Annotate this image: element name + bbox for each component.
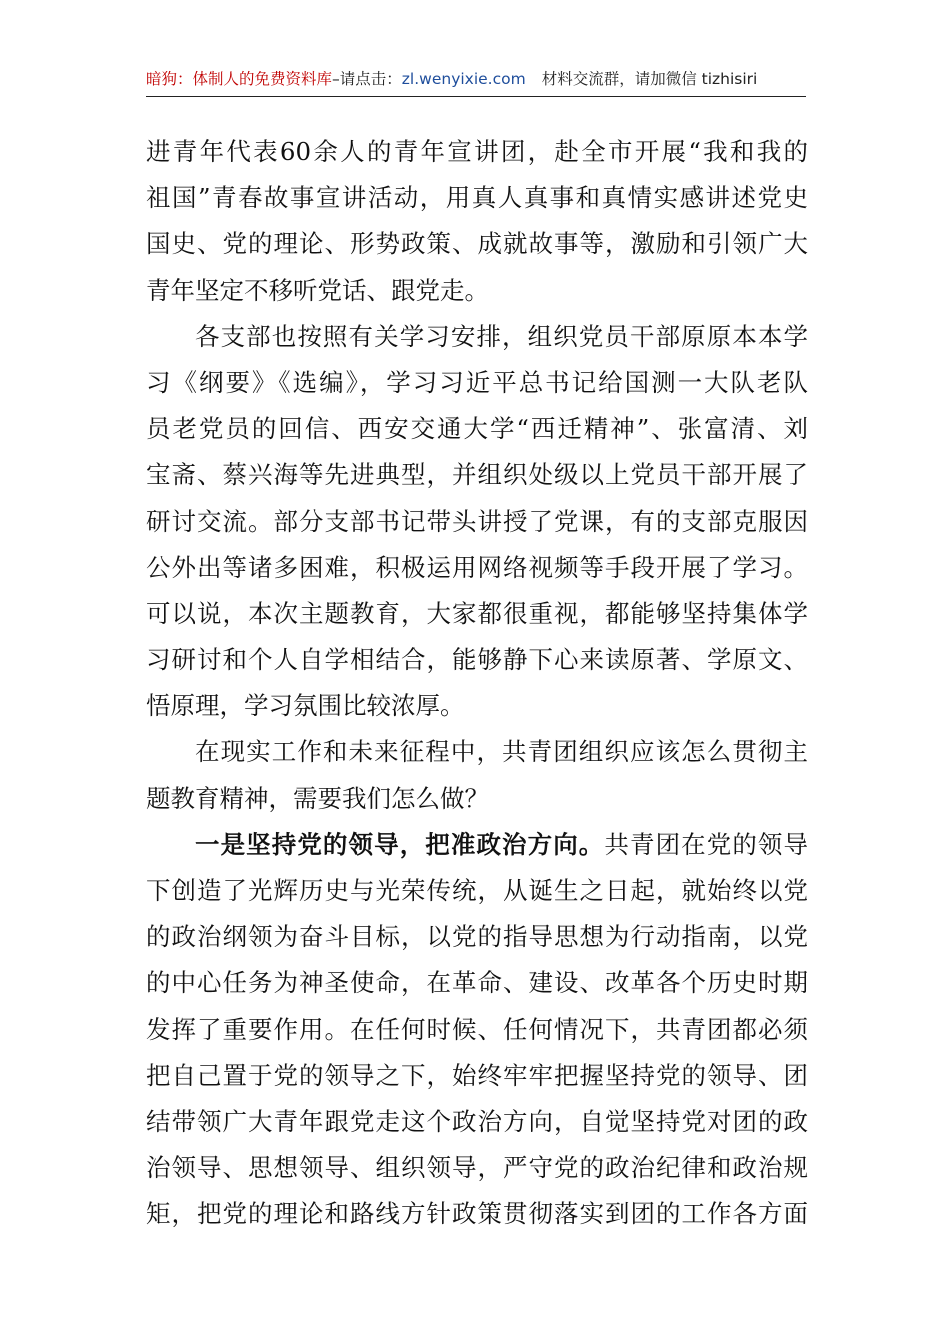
text-line: 员老党员的回信、西安交通大学“西迁精神”、张富清、刘 bbox=[146, 414, 808, 444]
header-click-prompt: –请点击： bbox=[332, 70, 402, 88]
text-line: 悟原理，学习氛围比较浓厚。 bbox=[146, 691, 465, 721]
lead-line-rest: 共青团在党的领导 bbox=[604, 829, 808, 859]
text-line: 青年坚定不移听党话、跟党走。 bbox=[146, 275, 489, 305]
text-line: 习研讨和个人自学相结合，能够静下心来读原著、学原文、 bbox=[146, 645, 808, 675]
bold-lead-heading: 一是坚持党的领导，把准政治方向。 bbox=[195, 829, 605, 859]
paragraph-2 bbox=[146, 314, 808, 730]
text-line: 的政治纲领为奋斗目标，以党的指导思想为行动指南，以党 bbox=[146, 922, 808, 952]
text-line: 结带领广大青年跟党走这个政治方向，自觉坚持党对团的政 bbox=[146, 1106, 808, 1136]
header-url-link[interactable]: zl.wenyixie.com bbox=[401, 70, 526, 88]
text-line bbox=[146, 822, 808, 868]
paragraph-4 bbox=[146, 822, 808, 1238]
text-line: 在现实工作和未来征程中，共青团组织应该怎么贯彻主 bbox=[195, 737, 808, 767]
text-line: 习《纲要》《选编》，学习习近平总书记给国测一大队老队 bbox=[146, 367, 808, 397]
text-line: 国史、党的理论、形势政策、成就故事等，激励和引领广大 bbox=[146, 229, 808, 259]
paragraph-3 bbox=[146, 729, 808, 821]
text-line: 进青年代表60余人的青年宣讲团，赴全市开展“我和我的 bbox=[146, 137, 808, 166]
text-line: 可以说，本次主题教育，大家都很重视，都能够坚持集体学 bbox=[146, 598, 808, 628]
text-line: 祖国”青春故事宣讲活动，用真人真事和真情实感讲述党史 bbox=[146, 183, 808, 213]
paragraph-1 bbox=[146, 129, 808, 314]
text-line: 治领导、思想领导、组织领导，严守党的政治纪律和政治规 bbox=[146, 1153, 808, 1183]
text-line: 的中心任务为神圣使命，在革命、建设、改革各个历史时期 bbox=[146, 968, 808, 998]
text-line: 研讨交流。部分支部书记带头讲授了党课，有的支部克服因 bbox=[146, 506, 808, 536]
text-line: 矩，把党的理论和路线方针政策贯彻落实到团的工作各方面 bbox=[146, 1199, 808, 1229]
text-line: 宝斋、蔡兴海等先进典型，并组织处级以上党员干部开展了 bbox=[146, 460, 808, 490]
text-line: 发挥了重要作用。在任何时候、任何情况下，共青团都必须 bbox=[146, 1014, 808, 1044]
text-line: 题教育精神，需要我们怎么做？ bbox=[146, 783, 489, 813]
text-line: 公外出等诸多困难，积极运用网络视频等手段开展了学习。 bbox=[146, 552, 808, 582]
page-header bbox=[146, 66, 806, 97]
text-line: 各支部也按照有关学习安排，组织党员干部原原本本学 bbox=[195, 321, 808, 351]
header-group-note: 材料交流群，请加微信 tizhisiri bbox=[541, 70, 758, 88]
text-line: 下创造了光辉历史与光荣传统，从诞生之日起，就始终以党 bbox=[146, 876, 808, 905]
text-line: 把自己置于党的领导之下，始终牢牢把握坚持党的领导、团 bbox=[146, 1060, 808, 1090]
header-site-name: 暗狗：体制人的免费资料库 bbox=[146, 70, 333, 88]
document-body bbox=[146, 129, 808, 1238]
